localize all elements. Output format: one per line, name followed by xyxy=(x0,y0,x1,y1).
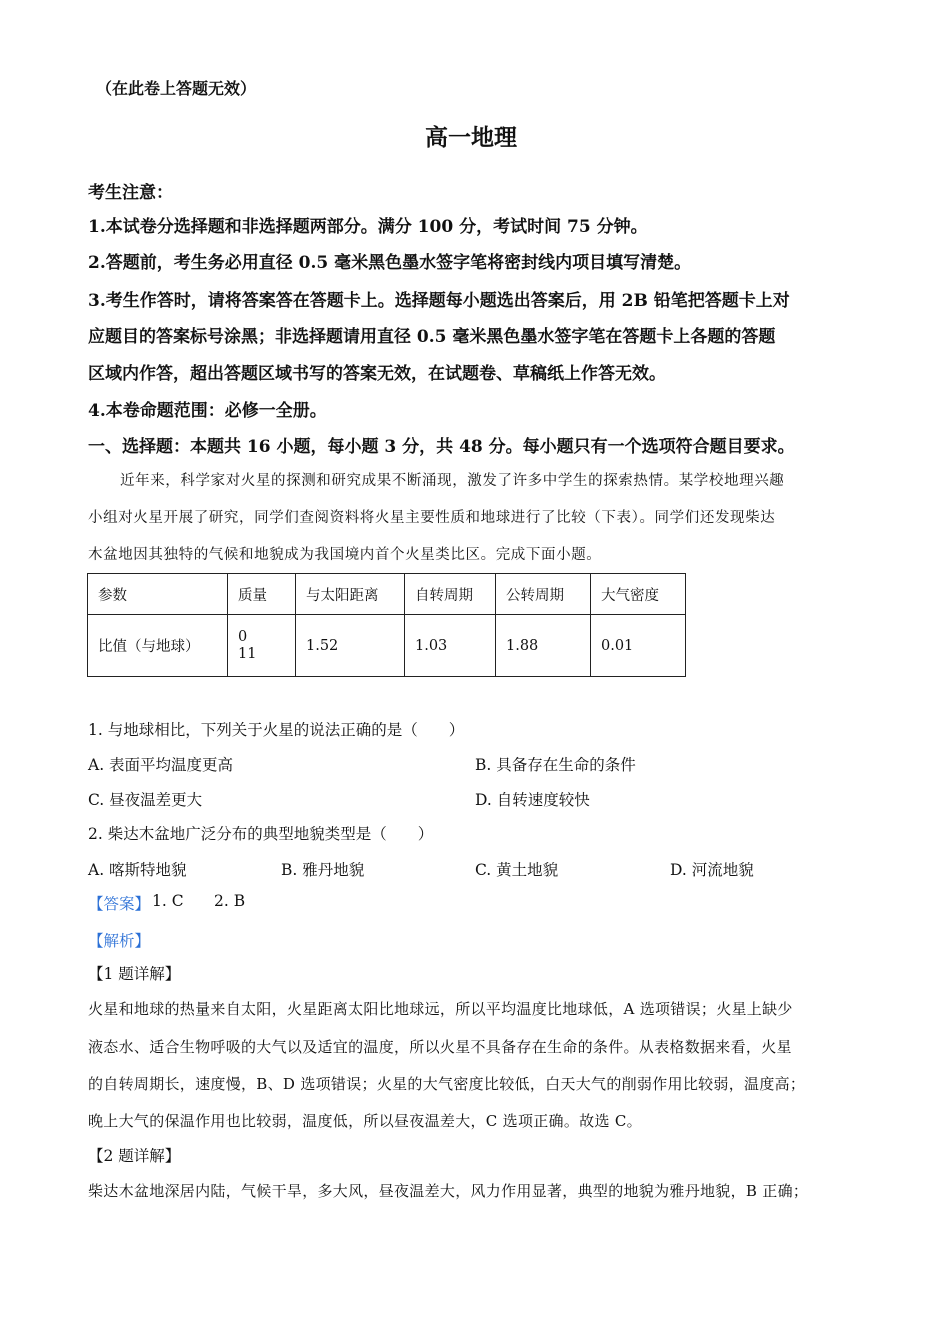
passage-line-3: 木盆地因其独特的气候和地貌成为我国境内首个火星类比区。完成下面小题。 xyxy=(88,547,602,563)
q1-option-d: D. 自转速度较快 xyxy=(475,791,590,809)
table-header-cell: 大气密度 xyxy=(591,574,686,615)
notice-line-2: 2.答题前，考生务必用直径 0.5 毫米黑色墨水签字笔将密封线内项目填写清楚。 xyxy=(88,253,692,273)
answer-1: 1. C xyxy=(152,892,184,910)
detail-2-tag: 【2 题详解】 xyxy=(88,1147,181,1165)
page-title: 高一地理 xyxy=(425,124,517,151)
table-header-cell: 公转周期 xyxy=(496,574,591,615)
notice-heading: 考生注意： xyxy=(88,183,173,203)
table-header-cell: 自转周期 xyxy=(405,574,496,615)
answer-2: 2. B xyxy=(214,892,246,910)
q1-option-b: B. 具备存在生命的条件 xyxy=(475,756,636,774)
table-header-cell: 参数 xyxy=(88,574,228,615)
table-cell: 1.52 xyxy=(296,615,405,677)
detail-1-line-4: 晚上大气的保温作用也比较弱，温度低，所以昼夜温差大，C 选项正确。故选 C。 xyxy=(88,1112,642,1130)
q1-option-a: A. 表面平均温度更高 xyxy=(88,756,234,774)
table-header-cell: 与太阳距离 xyxy=(296,574,405,615)
mass-line-2: 11 xyxy=(238,645,257,662)
table-header-row xyxy=(88,574,686,615)
table-row xyxy=(88,615,686,677)
table-cell: 1.03 xyxy=(405,615,496,677)
table-cell: 1.88 xyxy=(496,615,591,677)
detail-1-line-2: 液态水、适合生物呼吸的大气以及适宜的温度，所以火星不具备存在生命的条件。从表格数据来看，火星 xyxy=(88,1038,792,1056)
notice-line-3b: 应题目的答案标号涂黑；非选择题请用直径 0.5 毫米黑色墨水签字笔在答题卡上各题的答题 xyxy=(88,327,776,347)
detail-1-line-3: 的自转周期长，速度慢，B、D 选项错误；火星的大气密度比较低，白天大气的削弱作用比较弱，温度高； xyxy=(88,1075,806,1093)
table-row-label: 比值（与地球） xyxy=(88,615,228,677)
q2-stem: 2. 柴达木盆地广泛分布的典型地貌类型是（ ） xyxy=(88,825,434,843)
q2-option-c: C. 黄土地貌 xyxy=(475,861,559,879)
table-cell: 0.01 xyxy=(591,615,686,677)
section-heading: 一、选择题：本题共 16 小题，每小题 3 分，共 48 分。每小题只有一个选项符合题目要求。 xyxy=(88,437,795,457)
q1-stem: 1. 与地球相比，下列关于火星的说法正确的是（ ） xyxy=(88,721,465,739)
table-header-cell: 质量 xyxy=(228,574,296,615)
q2-option-d: D. 河流地貌 xyxy=(670,861,754,879)
q2-option-a: A. 喀斯特地貌 xyxy=(88,861,187,879)
detail-1-tag: 【1 题详解】 xyxy=(88,965,181,983)
table-cell-mass xyxy=(228,615,296,677)
mars-earth-table xyxy=(87,573,686,677)
notice-line-4: 4.本卷命题范围：必修一全册。 xyxy=(88,401,327,421)
exam-note: （在此卷上答题无效） xyxy=(96,79,257,98)
notice-line-3c: 区域内作答，超出答题区域书写的答案无效，在试题卷、草稿纸上作答无效。 xyxy=(88,364,666,384)
q1-option-c: C. 昼夜温差更大 xyxy=(88,791,203,809)
passage-line-2: 小组对火星开展了研究，同学们查阅资料将火星主要性质和地球进行了比较（下表）。同学们还发现柴达 xyxy=(88,510,776,526)
detail-2-line-1: 柴达木盆地深居内陆，气候干旱，多大风，昼夜温差大，风力作用显著，典型的地貌为雅丹地貌，B 正确； xyxy=(88,1182,809,1200)
answer-tag: 【答案】 xyxy=(88,895,151,913)
analysis-tag: 【解析】 xyxy=(88,932,151,950)
mass-line-1: 0 xyxy=(238,628,248,645)
passage-line-1: 近年来，科学家对火星的探测和研究成果不断涌现，激发了许多中学生的探索热情。某学校地理兴趣 xyxy=(120,473,785,489)
q2-option-b: B. 雅丹地貌 xyxy=(281,861,365,879)
notice-line-1: 1.本试卷分选择题和非选择题两部分。满分 100 分，考试时间 75 分钟。 xyxy=(88,217,648,237)
detail-1-line-1: 火星和地球的热量来自太阳，火星距离太阳比地球远，所以平均温度比地球低，A 选项错误；火星上缺少 xyxy=(88,1000,793,1018)
notice-line-3a: 3.考生作答时，请将答案答在答题卡上。选择题每小题选出答案后，用 2B 铅笔把答题卡上对 xyxy=(88,291,790,311)
